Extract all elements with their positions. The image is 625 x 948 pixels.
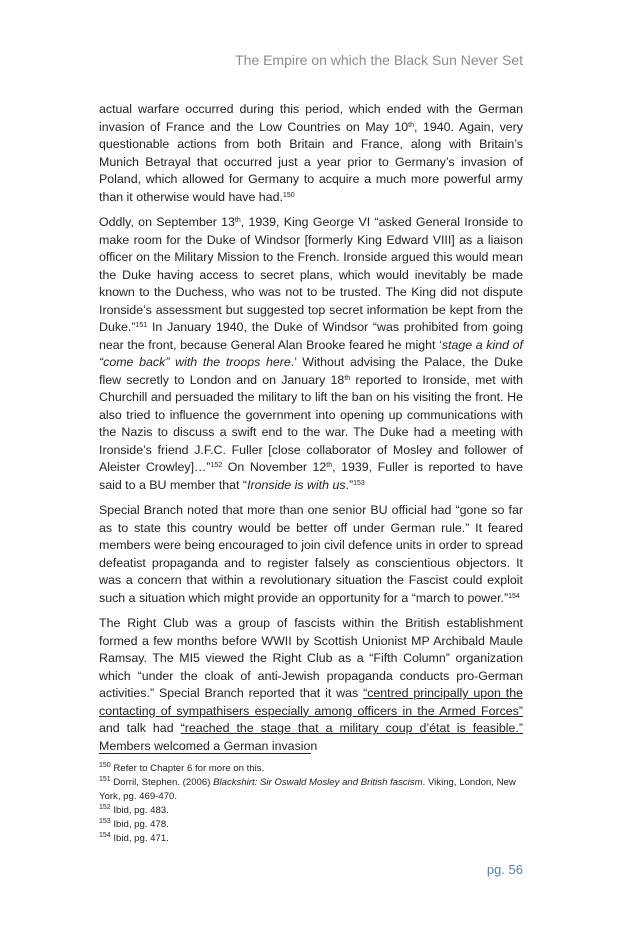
footnote-150: $^{150}$ Refer to Chapter 6 for more on this.	[99, 762, 265, 774]
page-number: pg. 56	[486, 862, 523, 877]
underlined-quote-1: “centred principally upon the contacting of sympathisers especially among officers in the Armed Forces”	[99, 686, 524, 718]
footnotes	[99, 762, 523, 846]
paragraph-2: Oddly, on September 13th, 1939, King George VI “asked General Ironside to make room for the Duke of Windsor [formerly King Edward VIII] as a liaison officer on the Military Mission to the French. Ironside argued this would mean the Duke having access to secret plans, which would inevitably be made known to the Duchess, who was not to be trusted. The King did not dispute Ironside’s assessment but suggested top secret information be kept from the Duke.”$^{151}$ In January 1940, the Duke of Windsor “was prohibited from going near the front, because General Alan Brooke feared he might ‘stage a kind of “come back” with the troops here.’ Without advising the Palace, the Duke flew secretly to London and on January 18th reported to Ironside, met with Churchill and persuaded the military to lift the ban on his visiting the front. He also tried to influence the government into opening up communications with the Nazis to discuss a swift end to the war. The Duke had a meeting with Ironside’s friend J.F.C. Fuller [close collaborator of Mosley and follower of Aleister Crowley]…”$^{152}$ On November 12th, 1939, Fuller is reported to have said to a BU member that “Ironside is with us.”$^{153}$	[99, 215, 524, 492]
footnote-153: $^{153}$ Ibid, pg. 478.	[99, 818, 169, 830]
footnote-ref-150: 150	[282, 191, 295, 199]
footnote-ref-152: 152	[210, 462, 223, 469]
footnote-ref-154: 154	[508, 592, 520, 600]
footnote-separator	[99, 753, 311, 754]
footnote-ref-151: 151	[135, 322, 148, 329]
paragraph-4: The Right Club was a group of fascists within the British establishment formed a few months before WWII by Scottish Unionist MP Archibald Maule Ramsay. The MI5 viewed the Right Club as a “Fifth Column” organization which “under the cloak of anti-Jewish propaganda conducts pro-German activities.” Special Branch reported that it was “centred principally upon the contacting of sympathisers especially among officers in the Armed Forces” and talk had “reached the stage that a military coup d’état is feasible.” Members welcomed a German invasion	[99, 616, 524, 753]
footnote-151: $^{151}$ Dorril, Stephen. (2006) Blackshirt: Sir Oswald Mosley and British fascism. Viking, London, New York, pg. 469-470.	[99, 776, 516, 802]
body-text	[99, 101, 523, 763]
underlined-quote-2: “reached the stage that a military coup d’état is feasible.”	[180, 721, 523, 735]
footnote-ref-153: 153	[353, 479, 365, 487]
paragraph-1: actual warfare occurred during this period, which ended with the German invasion of France and the Low Countries on May 10th, 1940. Again, very questionable actions from both Britain and France, along with Britain’s Munich Betrayal that occurred just a year prior to Germany’s invasion of Poland, which allowed for Germany to acquire a much more powerful army than it otherwise would have had.$^{150}$	[99, 102, 523, 204]
footnote-152: $^{152}$ Ibid, pg. 483.	[99, 804, 169, 816]
paragraph-3: Special Branch noted that more than one senior BU official had “gone so far as to state this country would be better off under German rule.” It feared members were being encouraged to join civil defence units in order to spread defeatist propaganda and to register falsely as conscientious objectors. It was a concern that within a revolutionary situation the Fascist could exploit such a situation which might provide an opportunity for a “march to power.”$^{154}$	[99, 503, 523, 605]
footnote-154: $^{154}$ Ibid, pg. 471.	[99, 832, 169, 844]
running-header-title: The Empire on which the Black Sun Never Set	[235, 52, 523, 68]
